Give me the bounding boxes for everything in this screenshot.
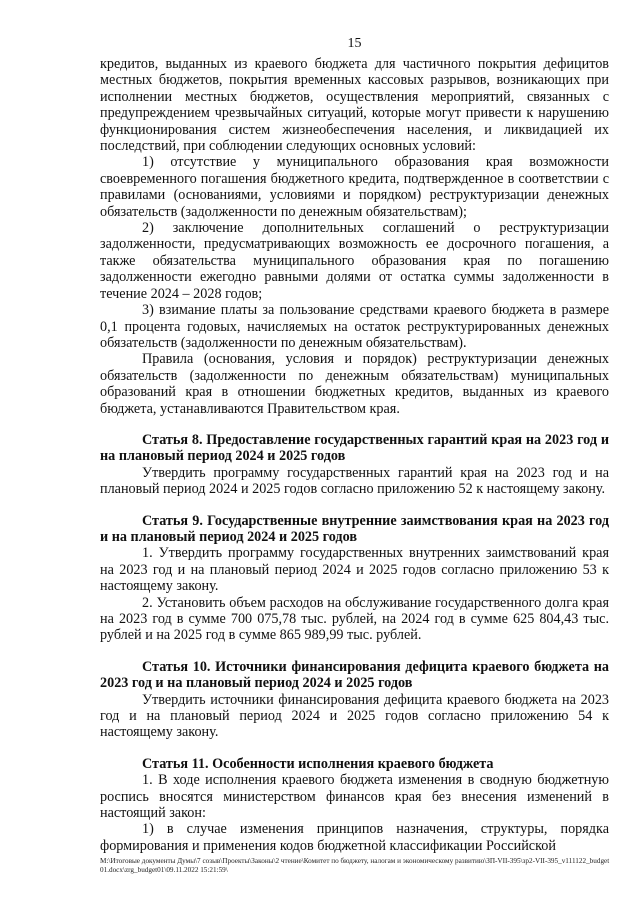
document-page bbox=[100, 36, 609, 854]
paragraph: Правила (основания, условия и порядок) реструктуризации денежных обязательств (задолженности по денежным обязательствам) муниципальных образований края в отношении бюджетных кредитов, выданных из краевого бюджета, устанавливаются Правительством края. bbox=[100, 351, 609, 417]
paragraph: 3) взимание платы за пользование средствами краевого бюджета в размере 0,1 процента годовых, начисляемых на остаток реструктурированных денежных обязательств (задолженности по денежным обязательствам). bbox=[100, 302, 609, 351]
article-heading: Статья 11. Особенности исполнения краевого бюджета bbox=[142, 755, 494, 772]
article-heading: Статья 9. Государственные внутренние заимствования края на 2023 год и на плановый период 2024 и 2025 годов bbox=[100, 512, 609, 545]
paragraph: 1) в случае изменения принципов назначения, структуры, порядка формирования и применения кодов бюджетной классификации Российской bbox=[100, 821, 609, 854]
paragraph: Утвердить программу государственных гарантий края на 2023 год и на плановый период 2024 и 2025 годов согласно приложению 52 к настоящему закону. bbox=[100, 464, 609, 498]
article-heading: Статья 8. Предоставление государственных гарантий края на 2023 год и на плановый период 2024 и 2025 годов bbox=[100, 431, 609, 465]
paragraph: 1) отсутствие у муниципального образования края возможности своевременного погашения бюджетного кредита, подтвержденное в соответствии с правилами (основаниями, условиями и порядком) реструктуризации денежных обязательств (задолженности по денежным обязательствам); bbox=[100, 154, 609, 220]
paragraph: кредитов, выданных из краевого бюджета для частичного покрытия дефицитов местных бюджетов, покрытия временных кассовых разрывов, возникающих при исполнении местных бюджетов, осуществления мероприятий, связанных с предупреждением чрезвычайных ситуаций, которые могут привести к нарушению функционирования систем жизнеобеспечения населения, и ликвидацией их последствий, при соблюдении следующих основных условий: bbox=[100, 56, 609, 155]
article-heading: Статья 10. Источники финансирования дефицита краевого бюджета на 2023 год и на плановый период 2024 и 2025 годов bbox=[100, 658, 609, 692]
paragraph: 1. В ходе исполнения краевого бюджета изменения в сводную бюджетную роспись вносятся министерством финансов края без внесения изменений в настоящий закон: bbox=[100, 772, 609, 822]
paragraph: 2. Установить объем расходов на обслуживание государственного долга края на 2023 год в сумме 700 075,78 тыс. рублей, на 2024 год в сумме 625 804,43 тыс. рублей и на 2025 год в сумме 865 989,99 тыс. рублей. bbox=[100, 594, 609, 644]
paragraph: 1. Утвердить программу государственных внутренних заимствований края на 2023 год и на плановый период 2024 и 2025 годов согласно приложению 53 к настоящему закону. bbox=[100, 545, 609, 595]
paragraph: Утвердить источники финансирования дефицита краевого бюджета на 2023 год и на плановый период 2024 и 2025 годов согласно приложению 54 к настоящему закону. bbox=[100, 691, 609, 741]
file-path-footer: М:\Итоговые документы Думы\7 созыв\Проекты\Законы\2 чтение\Комитет по бюджету, налогам и экономическому развитию\ЗП-VII-395\зр2-VII-395_v111122_budget01.docx\zrg_budget01\09.11.2022 15:21:59\ bbox=[100, 857, 610, 874]
paragraph: 2) заключение дополнительных соглашений о реструктуризации задолженности, предусматривающих возможность ее досрочного погашения, а также обязательства муниципального образования края по погашению задолженности ежегодно равными долями от остатка суммы задолженности в течение 2024 – 2028 годов; bbox=[100, 220, 609, 302]
document-body bbox=[100, 56, 609, 854]
page-number: 15 bbox=[347, 36, 362, 51]
